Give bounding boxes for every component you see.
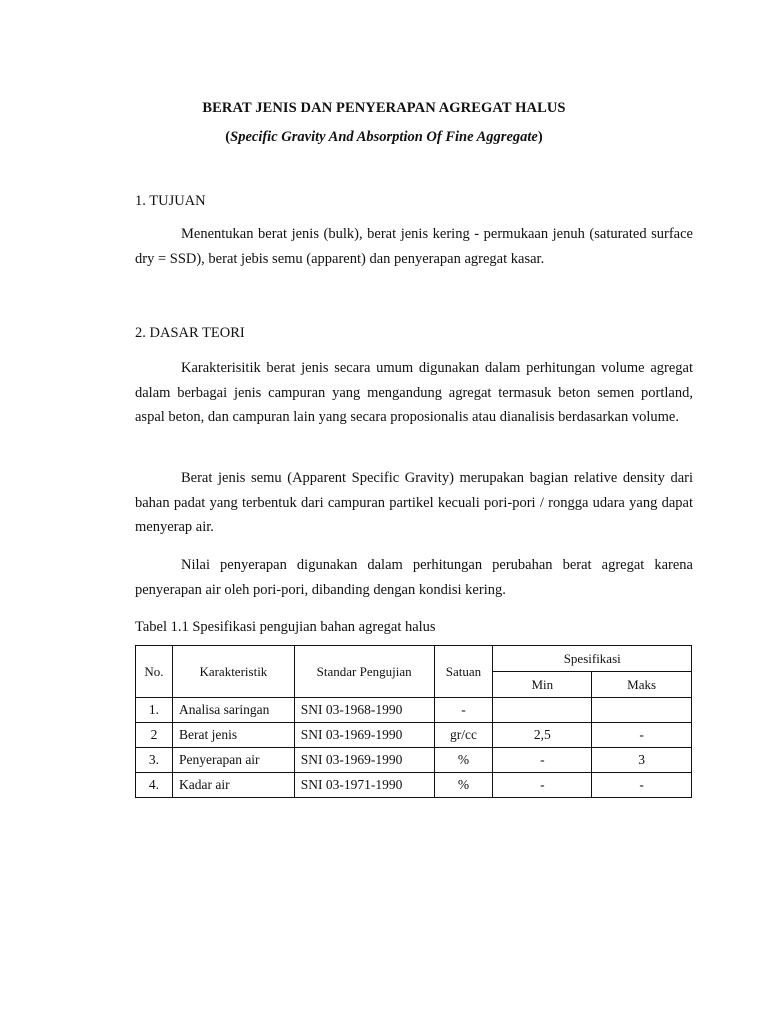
cell-no: 4.	[136, 773, 173, 798]
cell-satuan: gr/cc	[434, 723, 493, 748]
table-row	[136, 723, 692, 748]
cell-maks: 3	[592, 748, 692, 773]
cell-min: 2,5	[493, 723, 592, 748]
paragraph-dasar-teori-2: Berat jenis semu (Apparent Specific Gravity) merupakan bagian relative density dari bahan padat yang terbentuk dari campuran partikel kecuali pori-pori / rongga udara yang dapat menyerap air.	[135, 470, 693, 535]
paragraph-tujuan: Menentukan berat jenis (bulk), berat jenis kering - permukaan jenuh (saturated surface dry = SSD), berat jebis semu (apparent) dan penyerapan agregat kasar.	[135, 226, 693, 267]
cell-no: 1.	[136, 698, 173, 723]
cell-standar: SNI 03-1968-1990	[294, 698, 434, 723]
cell-maks: -	[592, 723, 692, 748]
header-karakteristik: Karakteristik	[172, 646, 294, 698]
cell-min: -	[493, 773, 592, 798]
cell-min: -	[493, 748, 592, 773]
subtitle-open-paren: (	[225, 129, 231, 145]
header-spesifikasi: Spesifikasi	[493, 646, 692, 672]
cell-maks	[592, 698, 692, 723]
cell-no: 2	[136, 723, 173, 748]
cell-standar: SNI 03-1971-1990	[294, 773, 434, 798]
cell-satuan: %	[434, 748, 493, 773]
header-satuan: Satuan	[434, 646, 493, 698]
section-heading-tujuan: 1. TUJUAN	[135, 193, 206, 209]
cell-karakteristik: Kadar air	[172, 773, 294, 798]
paragraph-dasar-teori-1: Karakterisitik berat jenis secara umum digunakan dalam perhitungan volume agregat dalam berbagai jenis campuran yang mengandung agregat termasuk beton semen portland, aspal beton, dan campuran lain yang secara proposionalis atau dianalisis berdasarkan volume.	[135, 360, 693, 425]
table-row	[136, 748, 692, 773]
cell-satuan: -	[434, 698, 493, 723]
subtitle-english-title: Specific Gravity And Absorption Of Fine Aggregate	[230, 129, 538, 145]
table-row	[136, 773, 692, 798]
cell-standar: SNI 03-1969-1990	[294, 748, 434, 773]
table-header-row	[136, 646, 692, 672]
cell-min	[493, 698, 592, 723]
cell-maks: -	[592, 773, 692, 798]
subtitle-close-paren: )	[537, 129, 543, 145]
header-min: Min	[493, 672, 592, 698]
specification-table	[135, 645, 692, 798]
cell-karakteristik: Berat jenis	[172, 723, 294, 748]
header-no: No.	[136, 646, 173, 698]
cell-standar: SNI 03-1969-1990	[294, 723, 434, 748]
cell-karakteristik: Analisa saringan	[172, 698, 294, 723]
table-row	[136, 698, 692, 723]
table-caption: Tabel 1.1 Spesifikasi pengujian bahan agregat halus	[135, 619, 436, 635]
document-title: BERAT JENIS DAN PENYERAPAN AGREGAT HALUS	[202, 100, 566, 116]
paragraph-dasar-teori-3: Nilai penyerapan digunakan dalam perhitungan perubahan berat agregat karena penyerapan air oleh pori-pori, dibanding dengan kondisi kering.	[135, 557, 693, 598]
section-heading-dasar-teori: 2. DASAR TEORI	[135, 325, 245, 341]
header-maks: Maks	[592, 672, 692, 698]
cell-no: 3.	[136, 748, 173, 773]
cell-satuan: %	[434, 773, 493, 798]
document-subtitle	[0, 129, 768, 146]
header-standar-pengujian: Standar Pengujian	[294, 646, 434, 698]
cell-karakteristik: Penyerapan air	[172, 748, 294, 773]
